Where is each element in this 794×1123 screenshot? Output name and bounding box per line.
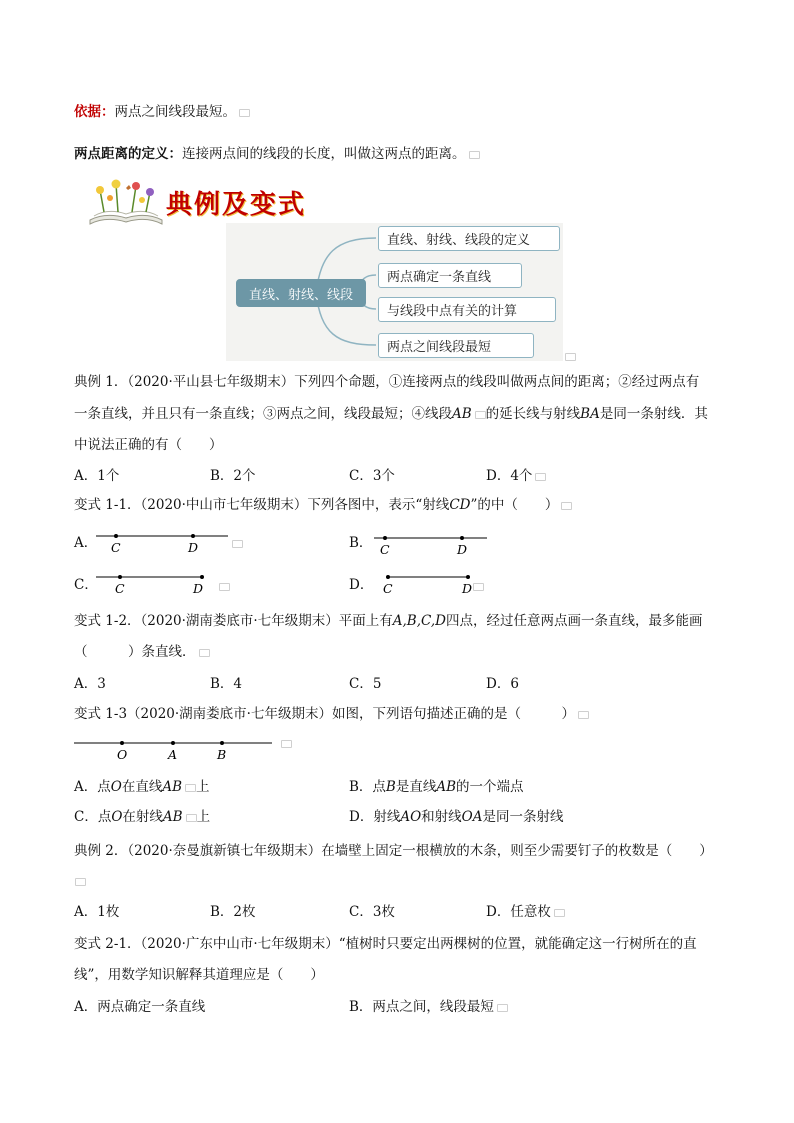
q2-option-b[interactable]: B． [349,535,373,551]
mindmap-branch-shortest: 两点之间线段最短 [378,333,534,358]
edit-mark-icon [554,909,565,917]
edit-mark-icon [232,540,243,548]
q2d-point-d: D [462,581,473,596]
q1-text: 一条直线，并且只有一条直线；③两点之间，线段最短；④线段 [74,406,452,422]
q2c-point-c: C [115,581,125,596]
q6-option-a[interactable]: A．两点确定一条直线 [74,999,206,1015]
mindmap-branch-definition: 直线、射线、线段的定义 [378,226,560,251]
opt-var: AB [436,779,457,795]
opt-text: 和射线 [421,809,462,825]
edit-mark-icon [475,411,486,419]
q1-line-2 [74,405,708,423]
q4-option-b[interactable] [349,778,524,796]
q5-option-d-label: D．任意枚 [486,904,551,920]
q1-text: 是同一条射线．其 [599,406,708,422]
q5-option-c[interactable]: C．3枚 [349,904,395,920]
q2-text: ”的中（ ） [470,497,559,513]
q1-text: 的延长线与射线 [485,406,581,422]
basis-line [74,103,250,121]
basis-text: 两点之间线段最短。 [114,104,236,120]
q2-option-a[interactable]: A． [74,535,98,551]
mindmap-branch-midpoint: 与线段中点有关的计算 [378,297,556,322]
q6-option-b[interactable] [349,998,508,1016]
q3-option-d[interactable]: D．6 [486,676,519,692]
mindmap-branch-two-points-line: 两点确定一条直线 [378,263,522,288]
edit-mark-icon [219,583,230,591]
q1-option-c[interactable]: C．3个 [349,468,395,484]
q2-stem [74,496,572,514]
edit-mark-icon [185,784,196,792]
q1-option-b[interactable]: B．2个 [210,468,256,484]
q2-figure-d [378,573,478,597]
definition-label: 两点距离的定义： [74,146,182,162]
q2-figure-a [96,532,236,556]
opt-text: 上 [196,779,210,795]
q1-option-d[interactable] [486,467,546,485]
opt-text: B．点 [349,779,386,795]
q3-stem-line-1 [74,612,702,630]
opt-text: 在射线 [122,809,163,825]
definition-line [74,145,480,163]
q4-text: 变式 1-3（2020·湖南娄底市·七年级期末）如图，下列语句描述正确的是（ ） [74,706,575,722]
q2c-point-d: D [193,581,204,596]
q2a-point-c: C [111,540,121,555]
edit-mark-icon [473,583,484,591]
q4-figure [74,739,284,763]
edit-mark-icon [535,473,546,481]
opt-var: OA [461,809,483,825]
opt-text: A．点 [74,779,111,795]
opt-text: D．射线 [349,809,401,825]
edit-mark-icon [561,502,572,510]
opt-var: AO [400,809,422,825]
q2b-point-c: C [380,542,390,557]
opt-text: C．点 [74,809,112,825]
definition-text: 连接两点间的线段的长度，叫做这两点的距离。 [182,146,466,162]
q5-option-a[interactable]: A．1枚 [74,904,120,920]
edit-mark-icon [469,151,480,159]
q5-stem: 典例 2．（2020·奈曼旗新镇七年级期末）在墙壁上固定一根横放的木条，则至少需要钉子的枚数是（ ） [74,843,713,859]
q6-stem-line-2: 线”，用数学知识解释其道理应是（ ） [74,967,324,983]
opt-var: AB [162,779,182,795]
edit-mark-icon [497,1004,508,1012]
q3-text: （ ）条直线． [74,644,196,660]
mindmap [226,223,563,361]
q2-figure-b [374,534,494,558]
q4-point-b: B [217,747,227,762]
q2b-point-d: D [457,542,468,557]
book-flowers-icon [86,176,166,226]
basis-label: 依据： [74,104,115,120]
q3-points: A,B,C,D [392,613,446,629]
edit-mark-icon [199,649,210,657]
q4-option-c[interactable] [74,808,210,826]
q2-option-c[interactable]: C． [74,577,98,593]
q1-segment: AB [452,406,472,422]
edit-mark-icon [565,353,576,361]
q3-option-b[interactable]: B．4 [210,676,243,692]
q3-option-a[interactable]: A．3 [74,676,106,692]
q3-text: 四点，经过任意两点画一条直线，最多能画 [445,613,703,629]
q4-stem [74,705,589,723]
opt-text: 在直线 [121,779,163,795]
q3-stem-line-2 [74,643,210,661]
q6-option-b-label: B．两点之间，线段最短 [349,999,494,1015]
q4-point-a: A [168,747,178,762]
q4-option-a[interactable] [74,778,210,796]
q2-figure-c [96,573,216,597]
q1-ray: BA [580,406,600,422]
q4-option-d[interactable] [349,808,563,826]
opt-text: 是直线 [395,779,437,795]
q2-ray: CD [449,497,471,513]
edit-mark-icon [75,878,86,886]
opt-var: B [385,779,396,795]
q4-point-o: O [117,747,128,762]
opt-var: O [111,809,123,825]
opt-text: 的一个端点 [456,779,524,795]
q6-stem-line-1: 变式 2-1．（2020·广东中山市·七年级期末）“植树时只要定出两棵树的位置，就能确定这一行树所在的直 [74,936,697,952]
q1-line-1: 典例 1．（2020·平山县七年级期末）下列四个命题，①连接两点的线段叫做两点间的距离；②经过两点有 [74,374,700,390]
opt-var: O [110,779,122,795]
q5-option-d[interactable] [486,903,565,921]
edit-mark-icon [239,109,250,117]
q3-text: 变式 1-2．（2020·湖南娄底市·七年级期末）平面上有 [74,613,393,629]
opt-var: AB [162,809,183,825]
edit-mark-icon [281,740,292,748]
opt-text: 上 [196,809,211,825]
edit-mark-icon [578,711,589,719]
q2-option-d[interactable]: D． [349,577,374,593]
q2d-point-c: C [383,581,393,596]
q1-line-3: 中说法正确的有（ ） [74,437,223,453]
banner-title: 典例及变式 [166,190,307,220]
q1-option-a[interactable]: A．1个 [74,468,120,484]
q2a-point-d: D [188,540,199,555]
mindmap-root: 直线、射线、线段 [236,279,366,307]
opt-text: 是同一条射线 [482,809,564,825]
q5-option-b[interactable]: B．2枚 [210,904,256,920]
q2-text: 变式 1-1．（2020·中山市七年级期末）下列各图中，表示“射线 [74,497,450,513]
q3-option-c[interactable]: C．5 [349,676,382,692]
edit-mark-icon [186,814,197,822]
q1-option-d-label: D．4个 [486,468,533,484]
